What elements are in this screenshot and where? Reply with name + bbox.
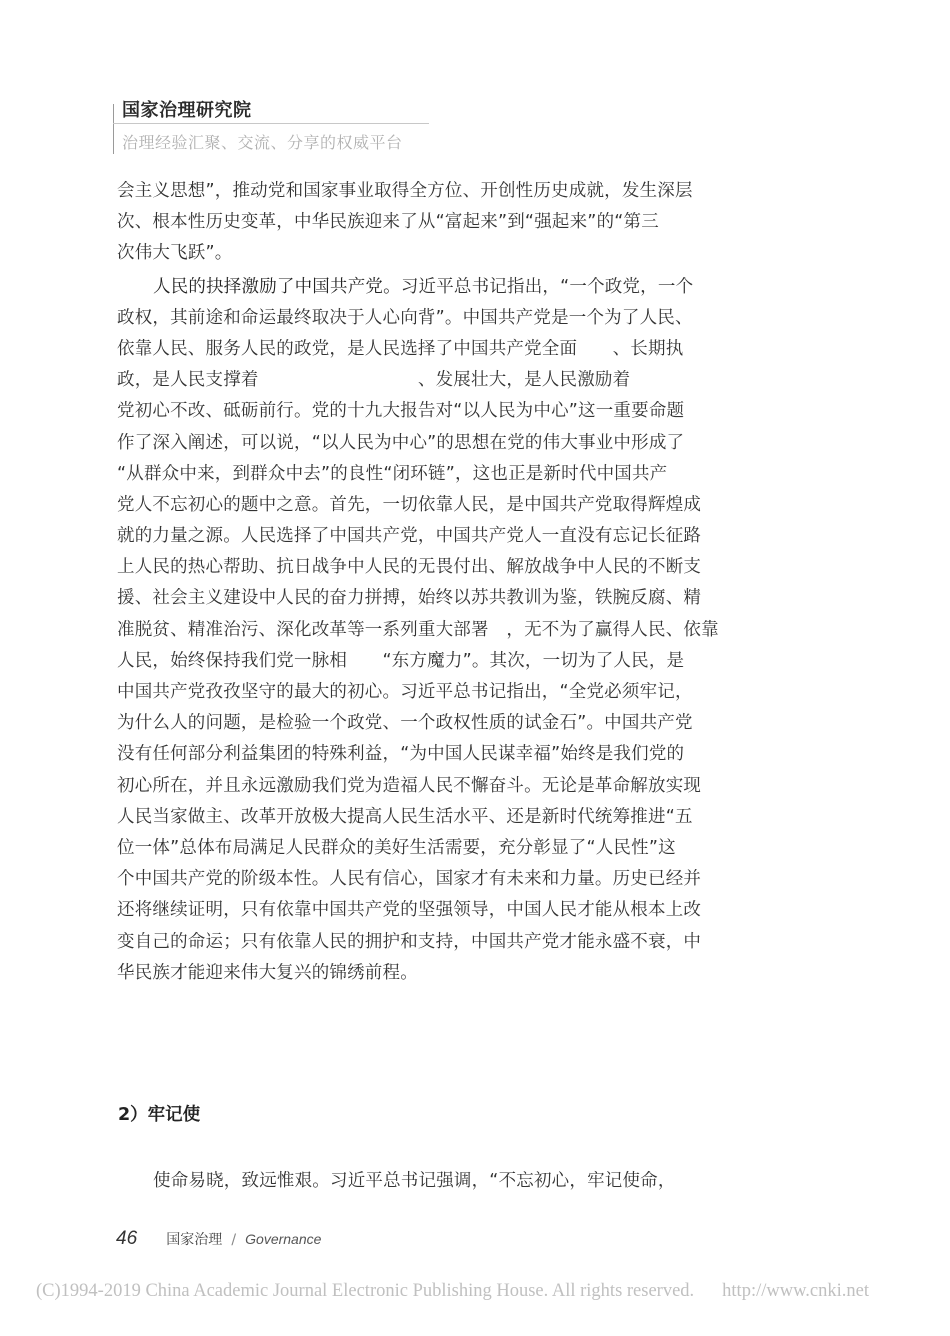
journal-name-cn: 国家治理 [166, 1232, 223, 1248]
section-body [117, 1166, 747, 1197]
publisher-title: 国家治理研究院 [122, 100, 252, 121]
text-line: 位一体”总体布局满足人民群众的美好生活需要，充分彰显了“人民性”这 [117, 837, 676, 858]
text-line: 没有任何部分利益集团的特殊利益，“为中国人民谋幸福”始终是我们党的 [117, 744, 685, 765]
text-line: 上人民的热心帮助、抗日战争中人民的无畏付出、解放战争中人民的不断支 [117, 557, 702, 578]
text-line: 还将继续证明，只有依靠中国共产党的坚强领导，中国人民才能从根本上改 [117, 900, 702, 921]
text-line: 作了深入阐述，可以说，“以人民为中心”的思想在党的伟大事业中形成了 [117, 432, 685, 453]
publisher-header [113, 96, 433, 154]
paragraph-first-line-rest: 习近平总书记指出，“一个政党，一个 [400, 276, 694, 297]
text-line: 使命易晓，致远惟艰。习近平总书记强调，“不忘初心，牢记使命， [153, 1171, 676, 1191]
section-heading: 2）牢记使 [118, 1105, 201, 1125]
journal-name-en: Governance [245, 1231, 322, 1247]
text-line: 就的力量之源。人民选择了中国共产党，中国共产党人一直没有忘记长征路 [117, 526, 702, 547]
text-line: 中国共产党孜孜坚守的最大的初心。习近平总书记指出，“全党必须牢记， [117, 682, 693, 702]
journal-separator: / [231, 1232, 237, 1248]
text-line: 人民当家做主、改革开放极大提高人民生活水平、还是新时代统筹推进“五 [117, 806, 693, 827]
text-line: 次、根本性历史变革，中华民族迎来了从“富起来”到“强起来”的“第三 [117, 212, 659, 233]
text-line: 初心所在，并且永远激励我们党为造福人民不懈奋斗。无论是革命解放实现 [117, 775, 702, 796]
text-line: 准脱贫、精准治污、深化改革等一系列重大部署 ，无不为了赢得人民、依靠 [117, 619, 719, 640]
text-line: 政，是人民支撑着 、发展壮大，是人民激励着 [117, 370, 631, 391]
text-line: 政权，其前途和命运最终取决于人心向背”。中国共产党是一个为了人民、 [117, 307, 693, 328]
copyright-notice [36, 1281, 869, 1302]
text-line: “从群众中来，到群众中去”的良性“闭环链”，这也正是新时代中国共产 [117, 463, 668, 484]
text-line: 依靠人民、服务人民的政党，是人民选择了中国共产党全面 、长期执 [117, 338, 684, 359]
copyright-url: http://www.cnki.net [722, 1281, 869, 1301]
publisher-subtitle: 治理经验汇聚、交流、分享的权威平台 [122, 133, 403, 152]
text-line: 个中国共产党的阶级本性。人民有信心，国家才有未来和力量。历史已经并 [117, 869, 702, 890]
text-line: 人民，始终保持我们党一脉相 “东方魔力”。其次，一切为了人民，是 [117, 650, 685, 671]
text-line: 次伟大飞跃”。 [117, 243, 233, 264]
paragraph-first-line [117, 272, 747, 303]
header-vertical-rule [113, 104, 114, 154]
article-body [117, 176, 747, 989]
header-horizontal-rule [113, 123, 429, 124]
text-line: 援、社会主义建设中人民的奋力拼搏，始终以苏共教训为鉴，铁腕反腐、精 [117, 588, 702, 609]
text-line: 变自己的命运；只有依靠人民的拥护和支持，中国共产党才能永盛不衰，中 [117, 931, 702, 952]
page-footer [116, 1228, 321, 1250]
copyright-text: (C)1994-2019 China Academic Journal Electronic Publishing House. All rights reserved. [36, 1281, 695, 1301]
text-line: 为什么人的问题，是检验一个政党、一个政权性质的试金石”。中国共产党 [117, 713, 693, 734]
text-line: 党人不忘初心的题中之意。首先，一切依靠人民，是中国共产党取得辉煌成 [117, 494, 702, 515]
text-line: 会主义思想”，推动党和国家事业取得全方位、开创性历史成就，发生深层 [117, 181, 693, 201]
text-line: 华民族才能迎来伟大复兴的锦绣前程。 [117, 962, 418, 983]
text-line: 党初心不改、砥砺前行。党的十九大报告对“以人民为中心”这一重要命题 [117, 401, 685, 422]
page-number: 46 [116, 1228, 138, 1249]
paragraph-lead-phrase: 人民的抉择激励了中国共产党。 [153, 276, 401, 297]
